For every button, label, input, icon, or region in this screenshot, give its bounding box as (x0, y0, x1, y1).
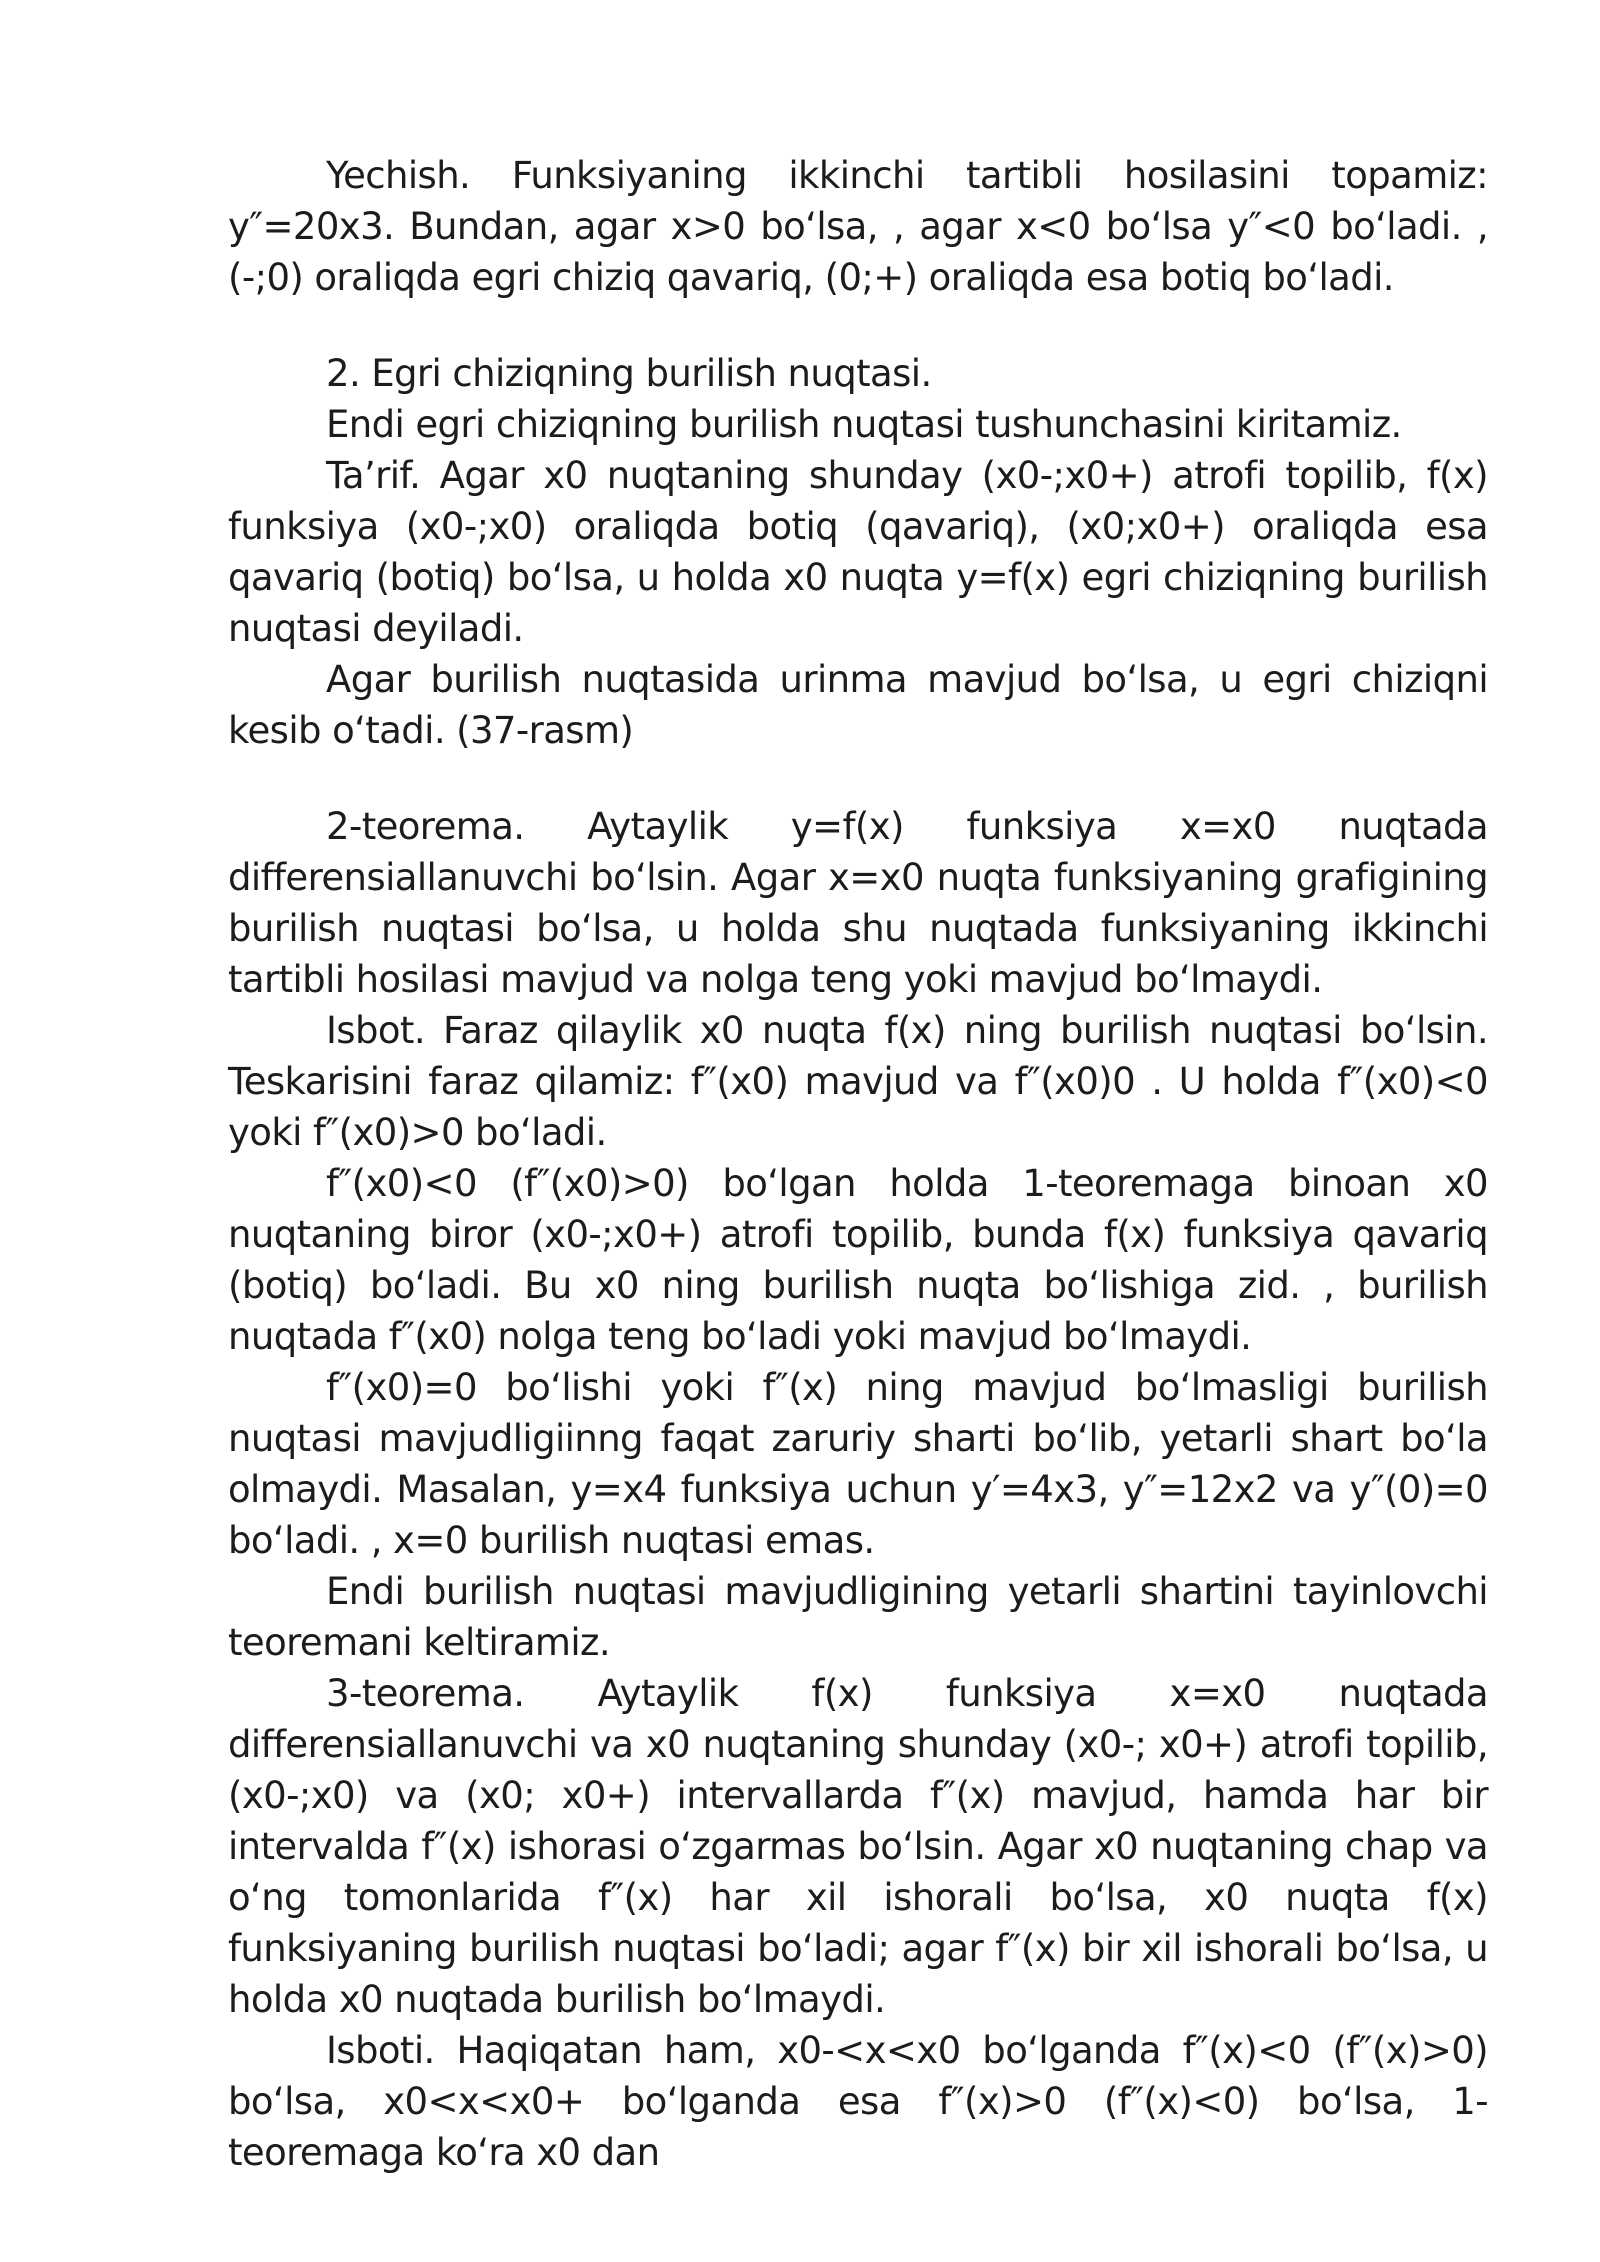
paragraph-proof-theorem-3: Isboti. Haqiqatan ham, x0-<x<x0 boʻlganda f″(x)<0 (f″(x)>0) boʻlsa, x0<x<x0+ boʻlganda esa f″(x)>0 (f″(x)<0) boʻlsa, 1-teoremaga koʻra x0 dan (228, 2029, 1488, 2174)
paragraph-theorem-3: 3-teorema. Aytaylik f(x) funksiya x=x0 nuqtada differensiallanuvchi va x0 nuqtaning shunday (x0-; x0+) atrofi topilib, (x0-;x0) va (x0; x0+) intervallarda f″(x) mavjud, hamda har bir intervalda f″(x) ishorasi oʻzgarmas boʻlsin. Agar x0 nuqtaning chap va oʻng tomonlarida f″(x) har xil ishorali boʻlsa, x0 nuqta f(x) funksiyaning burilish nuqtasi boʻladi; agar f″(x) bir xil ishorali boʻlsa, u holda x0 nuqtada burilish boʻlmaydi. (228, 1672, 1488, 2021)
section-heading: 2. Egri chiziqning burilish nuqtasi. (326, 352, 932, 395)
paragraph-theorem-2: 2-teorema. Aytaylik y=f(x) funksiya x=x0 nuqtada differensiallanuvchi boʻlsin. Agar x=x0 nuqta funksiyaning grafigining burilish nuqtasi boʻlsa, u holda shu nuqtada funksiyaning ikkinchi tartibli hosilasi mavjud va nolga teng yoki mavjud boʻlmaydi. (228, 805, 1488, 1001)
paragraph-definition: Ta’rif. Agar x0 nuqtaning shunday (x0-;x0+) atrofi topilib, f(x) funksiya (x0-;x0) oraliqda botiq (qavariq), (x0;x0+) oraliqda esa qavariq (botiq) boʻlsa, u holda x0 nuqta y=f(x) egri chiziqning burilish nuqtasi deyiladi. (228, 454, 1488, 650)
paragraph-tangent: Agar burilish nuqtasida urinma mavjud boʻlsa, u egri chiziqni kesib oʻtadi. (37-rasm) (228, 658, 1488, 752)
document-page (228, 150, 1488, 2178)
paragraph-solution: Yechish. Funksiyaning ikkinchi tartibli hosilasini topamiz: y″=20x3. Bundan, agar x>0 boʻlsa, , agar x<0 boʻlsa y″<0 boʻladi. , (-;0) oraliqda egri chiziq qavariq, (0;+) oraliqda esa botiq boʻladi. (228, 154, 1488, 299)
paragraph-necessary-condition: f″(x0)=0 boʻlishi yoki f″(x) ning mavjud boʻlmasligi burilish nuqtasi mavjudligiinng faqat zaruriy sharti boʻlib, yetarli shart boʻla olmaydi. Masalan, y=x4 funksiya uchun y′=4x3, y″=12x2 va y″(0)=0 boʻladi. , x=0 burilish nuqtasi emas. (228, 1366, 1488, 1562)
paragraph-sufficient-intro: Endi burilish nuqtasi mavjudligining yetarli shartini tayinlovchi teoremani keltiramiz. (228, 1570, 1488, 1664)
paragraph-proof-continued: f″(x0)<0 (f″(x0)>0) boʻlgan holda 1-teoremaga binoan x0 nuqtaning biror (x0-;x0+) atrofi topilib, bunda f(x) funksiya qavariq (botiq) boʻladi. Bu x0 ning burilish nuqta boʻlishiga zid. , burilish nuqtada f″(x0) nolga teng boʻladi yoki mavjud boʻlmaydi. (228, 1162, 1488, 1358)
paragraph-intro: Endi egri chiziqning burilish nuqtasi tushunchasini kiritamiz. (326, 403, 1402, 446)
paragraph-proof: Isbot. Faraz qilaylik x0 nuqta f(x) ning burilish nuqtasi boʻlsin. Teskarisini faraz qilamiz: f″(x0) mavjud va f″(x0)0 . U holda f″(x0)<0 yoki f″(x0)>0 boʻladi. (228, 1009, 1488, 1154)
